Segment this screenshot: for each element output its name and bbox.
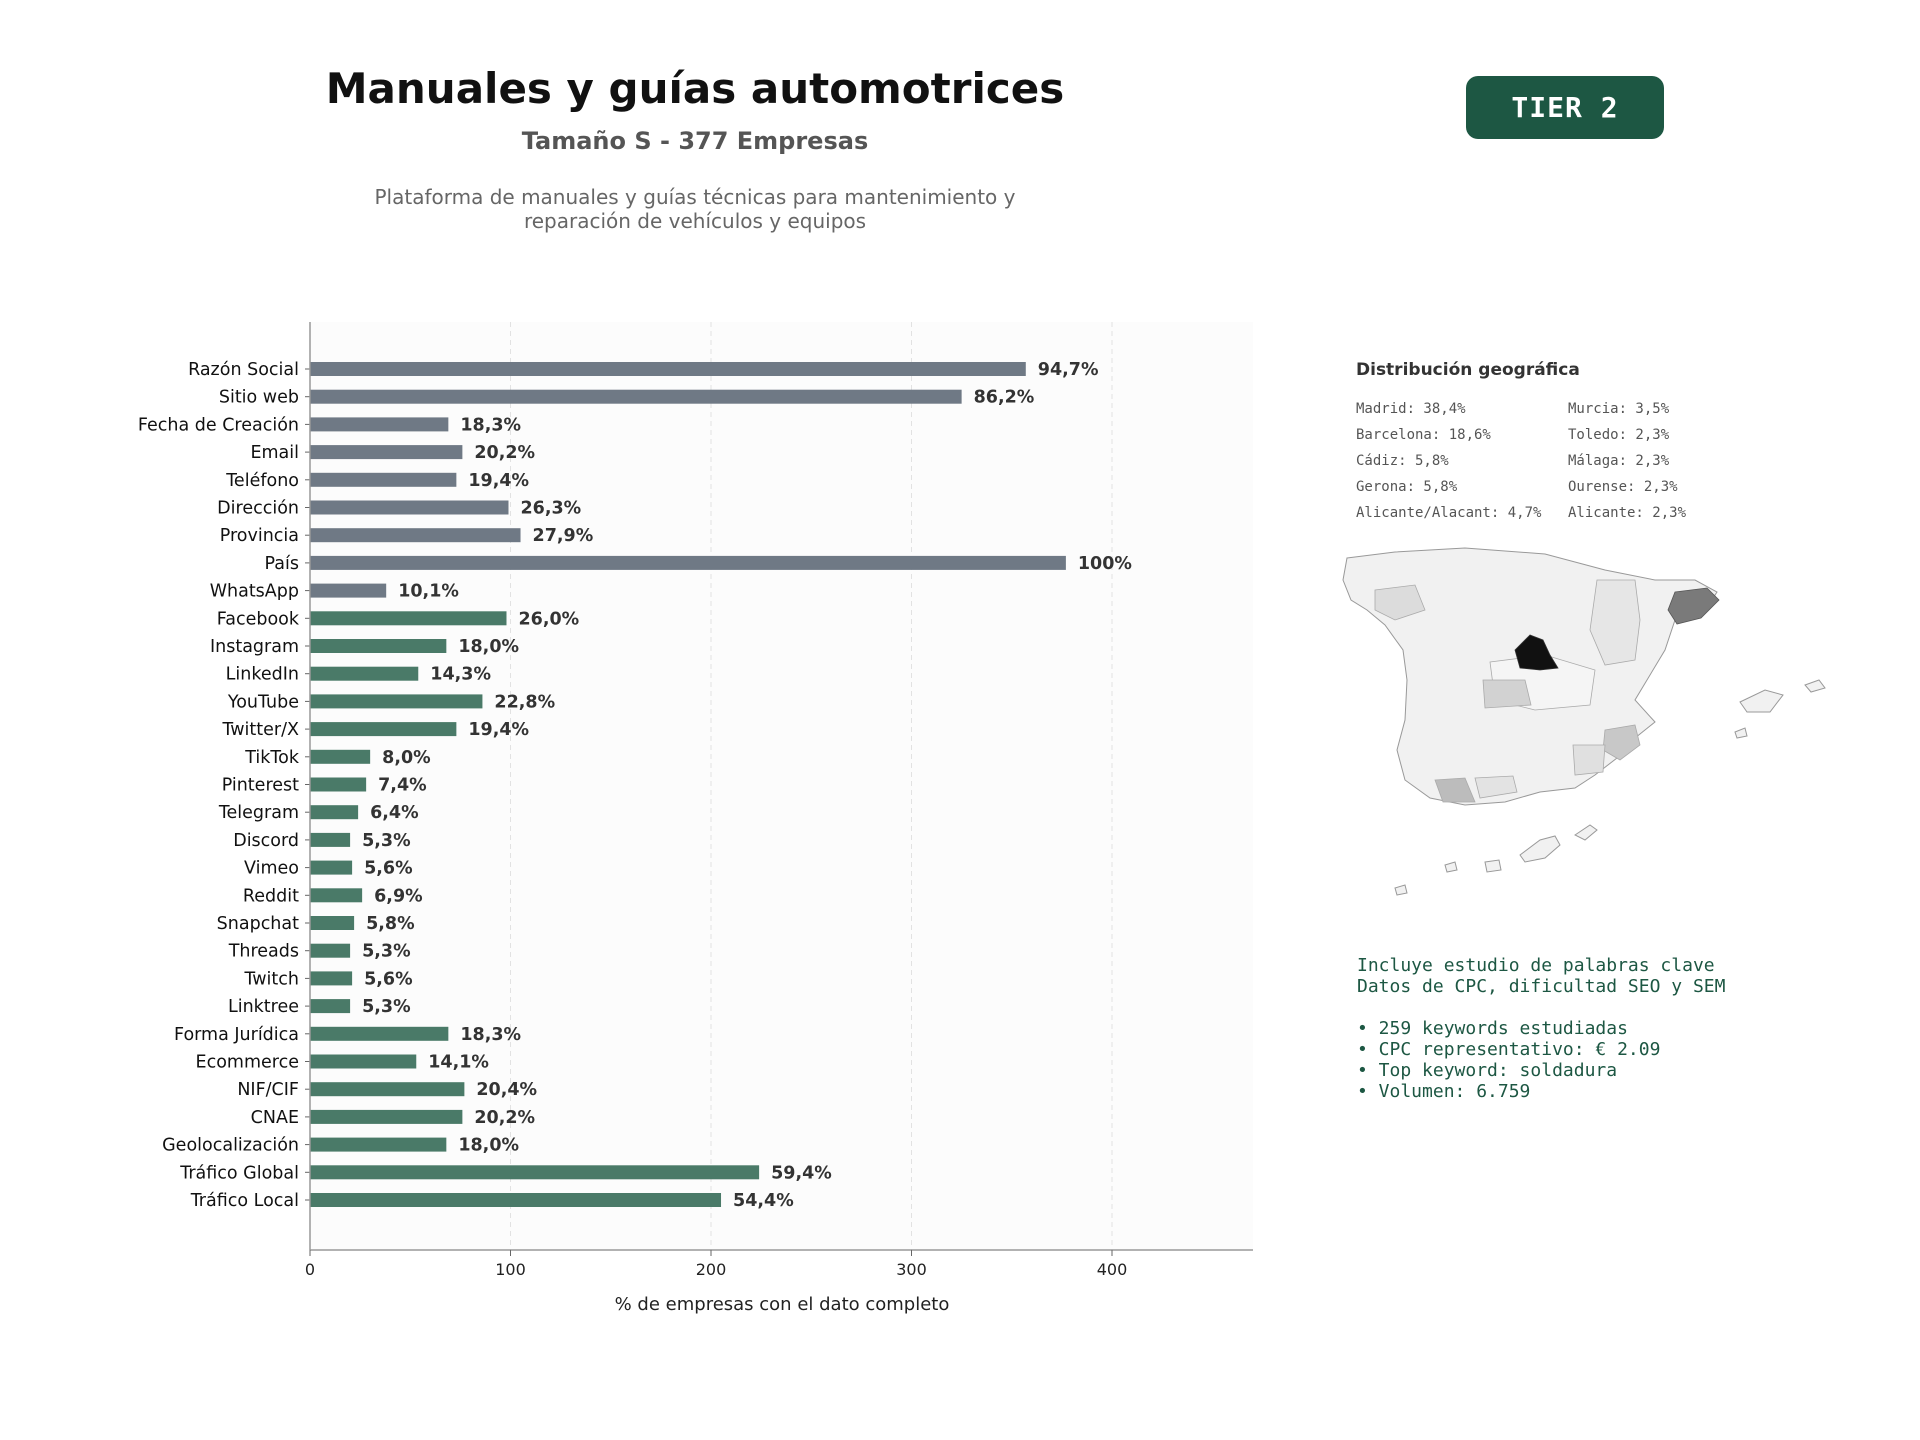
description-line-1: Plataforma de manuales y guías técnicas para mantenimiento y xyxy=(374,185,1016,209)
page-subtitle: Tamaño S - 377 Empresas xyxy=(521,127,869,155)
category-label: WhatsApp xyxy=(209,581,299,602)
category-label: Forma Jurídica xyxy=(174,1024,299,1045)
bar xyxy=(310,694,482,708)
x-tick-label: 0 xyxy=(304,1260,316,1279)
bar xyxy=(310,833,350,847)
value-label: 5,6% xyxy=(364,858,413,879)
category-label: NIF/CIF xyxy=(237,1080,299,1101)
category-label: Instagram xyxy=(209,637,299,657)
geo-item: Ourense: 2,3% xyxy=(1568,479,1678,495)
value-label: 8,0% xyxy=(382,747,431,768)
bar xyxy=(310,1055,416,1069)
geo-item: Barcelona: 18,6% xyxy=(1356,427,1491,443)
geo-item: Gerona: 5,8% xyxy=(1356,479,1458,495)
bar xyxy=(310,1110,462,1124)
geo-item: Murcia: 3,5% xyxy=(1568,401,1670,417)
description-line-2: reparación de vehículos y equipos xyxy=(523,209,867,233)
category-label: Geolocalización xyxy=(162,1135,299,1156)
bar xyxy=(310,1138,446,1152)
bar xyxy=(310,390,962,404)
balearic-islands xyxy=(1735,680,1825,738)
bar xyxy=(310,861,352,875)
value-label: 5,8% xyxy=(366,914,415,934)
value-label: 20,2% xyxy=(474,1107,536,1128)
value-label: 20,2% xyxy=(474,443,536,464)
category-labels xyxy=(138,360,310,1211)
keywords-bullet: • 259 keywords estudiadas xyxy=(1357,1018,1628,1039)
category-label: Reddit xyxy=(242,886,299,907)
bar xyxy=(310,750,370,764)
category-label: Pinterest xyxy=(221,775,299,796)
value-label: 5,3% xyxy=(362,997,411,1018)
value-label: 5,3% xyxy=(362,830,411,851)
bar xyxy=(310,445,462,459)
value-label: 19,4% xyxy=(468,720,530,741)
keywords-bullet: • Top keyword: soldadura xyxy=(1357,1060,1618,1081)
value-label: 18,3% xyxy=(460,1024,522,1045)
keywords-line: Datos de CPC, dificultad SEO y SEM xyxy=(1357,976,1726,997)
spain-map xyxy=(1335,540,1855,910)
keywords-bullet: • Volumen: 6.759 xyxy=(1357,1081,1531,1102)
value-label: 54,4% xyxy=(733,1191,794,1211)
value-label: 22,8% xyxy=(494,692,556,713)
category-label: Discord xyxy=(233,830,299,851)
bar xyxy=(310,667,418,681)
geo-item: Málaga: 2,3% xyxy=(1568,453,1670,469)
bar xyxy=(310,1165,759,1179)
category-label: País xyxy=(264,553,299,574)
bar xyxy=(310,805,358,819)
category-label: Provincia xyxy=(219,526,299,547)
bar xyxy=(310,584,386,598)
geo-item: Cádiz: 5,8% xyxy=(1356,453,1449,469)
bar xyxy=(310,611,506,625)
keywords-panel xyxy=(1357,955,1725,1102)
x-axis-label: % de empresas con el dato completo xyxy=(614,1294,950,1315)
keywords-bullet: • CPC representativo: € 2.09 xyxy=(1357,1039,1661,1060)
x-tick-label: 300 xyxy=(896,1260,927,1279)
category-label: Email xyxy=(250,443,299,464)
keywords-line: Incluye estudio de palabras clave xyxy=(1357,955,1715,976)
region-catalonia xyxy=(1668,588,1719,624)
value-label: 86,2% xyxy=(973,387,1035,408)
category-label: Tráfico Global xyxy=(180,1163,299,1184)
value-label: 14,1% xyxy=(428,1052,489,1073)
category-label: Razón Social xyxy=(188,360,299,380)
geo-item: Alicante/Alacant: 4,7% xyxy=(1356,505,1542,521)
category-label: Ecommerce xyxy=(195,1052,299,1073)
bar xyxy=(310,501,508,515)
value-label: 6,9% xyxy=(374,886,423,907)
value-label: 94,7% xyxy=(1037,360,1099,380)
category-label: Sitio web xyxy=(218,387,299,408)
category-label: CNAE xyxy=(250,1107,299,1128)
geo-item: Alicante: 2,3% xyxy=(1568,505,1687,521)
category-label: Snapchat xyxy=(216,914,299,934)
bar xyxy=(310,1193,721,1207)
category-label: Fecha de Creación xyxy=(137,415,299,436)
canary-islands xyxy=(1395,825,1597,895)
category-label: Linktree xyxy=(227,997,299,1018)
keywords-spacer xyxy=(1357,997,1725,1018)
x-tick-label: 400 xyxy=(1096,1260,1128,1279)
value-label: 18,3% xyxy=(460,415,522,436)
bar xyxy=(310,473,456,487)
category-label: Tráfico Local xyxy=(190,1191,299,1211)
x-tick-label: 200 xyxy=(695,1260,727,1279)
geo-item: Madrid: 38,4% xyxy=(1356,401,1466,417)
category-label: Facebook xyxy=(216,609,299,630)
category-label: LinkedIn xyxy=(225,664,299,685)
geo-list-left xyxy=(1356,396,1541,526)
bar xyxy=(310,971,352,985)
bar xyxy=(310,722,456,736)
bar xyxy=(310,888,362,902)
category-label: Teléfono xyxy=(226,470,299,491)
value-label: 18,0% xyxy=(458,637,520,657)
value-label: 5,3% xyxy=(362,941,411,962)
bar xyxy=(310,999,350,1013)
category-label: TikTok xyxy=(245,747,299,768)
geo-item: Toledo: 2,3% xyxy=(1568,427,1670,443)
geo-list-right xyxy=(1568,396,1686,526)
value-label: 20,4% xyxy=(476,1080,538,1101)
value-label: 10,1% xyxy=(398,581,459,602)
bar xyxy=(310,528,521,542)
x-tick-label: 100 xyxy=(495,1260,526,1279)
value-label: 18,0% xyxy=(458,1135,520,1156)
bar xyxy=(310,417,448,431)
value-label: 5,6% xyxy=(364,969,413,990)
page-title: Manuales y guías automotrices xyxy=(325,64,1065,113)
tier-badge: TIER 2 xyxy=(1466,76,1664,139)
value-label: 59,4% xyxy=(771,1163,832,1184)
category-label: Dirección xyxy=(217,498,299,519)
category-label: YouTube xyxy=(227,692,299,713)
value-label: 14,3% xyxy=(430,664,491,685)
value-label: 19,4% xyxy=(468,470,530,491)
category-label: Twitter/X xyxy=(222,720,299,741)
category-label: Threads xyxy=(228,941,299,962)
value-label: 26,3% xyxy=(520,498,582,519)
value-label: 6,4% xyxy=(370,803,419,824)
bar xyxy=(310,639,446,653)
bar xyxy=(310,1027,448,1041)
region-toledo xyxy=(1483,680,1531,708)
category-label: Vimeo xyxy=(244,858,299,879)
value-label: 7,4% xyxy=(378,775,427,796)
bar xyxy=(310,1082,464,1096)
bar xyxy=(310,778,366,792)
x-ticks xyxy=(305,1250,1127,1279)
category-label: Telegram xyxy=(218,803,299,824)
bar xyxy=(310,944,350,958)
value-label: 27,9% xyxy=(532,526,594,547)
category-label: Twitch xyxy=(244,969,299,990)
region-murcia xyxy=(1573,745,1605,775)
geo-title: Distribución geográfica xyxy=(1356,360,1580,380)
value-label: 26,0% xyxy=(518,609,580,630)
bar xyxy=(310,556,1066,570)
bar xyxy=(310,916,354,930)
value-label: 100% xyxy=(1077,553,1132,574)
bar xyxy=(310,362,1026,376)
